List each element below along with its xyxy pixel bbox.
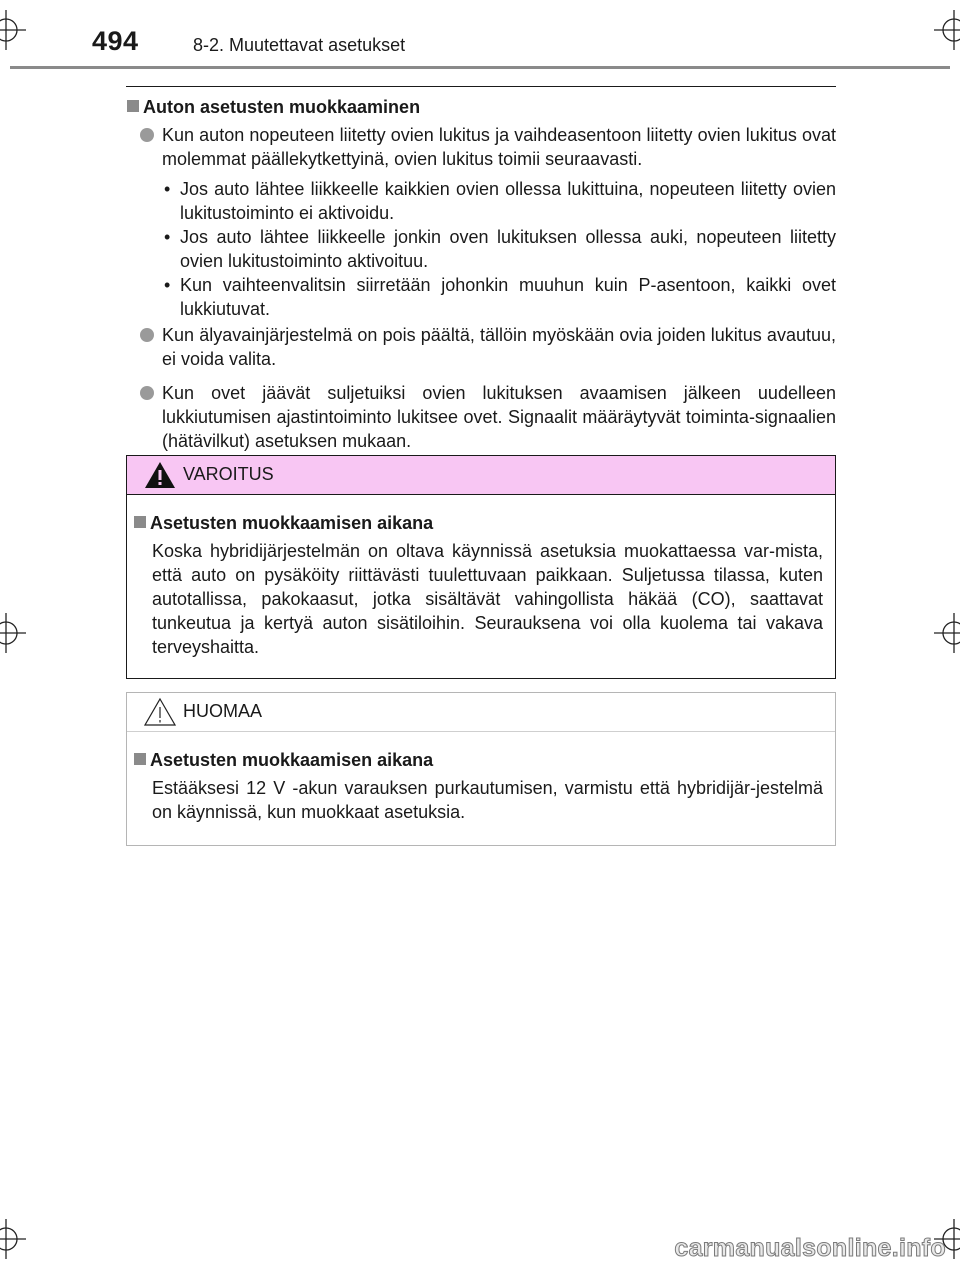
notice-box [126, 692, 836, 846]
list-item [126, 381, 836, 453]
sub-list [162, 177, 836, 321]
list-item [126, 323, 836, 371]
bullet-icon: • [164, 275, 171, 295]
crop-mark-icon [934, 10, 960, 50]
list-item-text: Kun ovet jäävät suljetuiksi ovien lukituksen avaamisen jälkeen uudelleen lukkiutumisen ajastintoiminto lukitsee ovet. Signaalit määräytyvät toiminta-signaalien (hätävilkut) asetuksen mukaan. [162, 383, 836, 451]
section-heading-text: Auton asetusten muokkaaminen [143, 97, 421, 117]
sub-list-item [162, 177, 836, 225]
warning-header [127, 456, 835, 495]
square-bullet-icon [134, 516, 146, 528]
header-divider [10, 66, 950, 69]
notice-header [127, 693, 835, 732]
watermark: carmanualsonline.info [674, 1234, 946, 1262]
warning-heading [133, 511, 823, 535]
square-bullet-icon [134, 753, 146, 765]
circle-bullet-icon [140, 128, 154, 142]
crop-mark-icon [0, 10, 26, 50]
content-divider [126, 86, 836, 87]
bullet-icon: • [164, 227, 171, 247]
page-number: 494 [92, 26, 139, 56]
list-item [126, 123, 836, 171]
circle-bullet-icon [140, 386, 154, 400]
list-item-text: Kun älyavainjärjestelmä on pois päältä, tällöin myöskään ovia joiden lukitus avautuu, ei voida valita. [162, 325, 836, 369]
warning-text: Koska hybridijärjestelmän on oltava käynnissä asetuksia muokattaessa var-mista, että auto on pysäköity riittävästi tuulettuvaan paikkaan. Suljetussa tilassa, kuten autotallissa, pakokaasut, jotka sisältävät vahingollista häkää (CO), saattavat tunkeutua ja kertyä auton sisätiloihin. Seurauksena voi olla kuolema tai vakava terveyshaitta. [152, 541, 823, 657]
notice-heading [133, 748, 823, 772]
square-bullet-icon [127, 100, 139, 112]
sub-list-item-text: Kun vaihteenvalitsin siirretään johonkin muuhun kuin P-asentoon, kaikki ovet lukkiutuvat. [180, 275, 836, 319]
crop-mark-icon [0, 1219, 26, 1259]
section-title: 8-2. Muutettavat asetukset [193, 35, 406, 55]
sub-list-item [162, 273, 836, 321]
sub-list-item-text: Jos auto lähtee liikkeelle kaikkien ovien ollessa lukittuina, nopeuteen liitetty ovien lukitustoiminto ei aktivoidu. [180, 179, 836, 223]
warning-body [127, 495, 835, 679]
sub-list-item [162, 225, 836, 273]
notice-triangle-icon [144, 697, 176, 727]
sub-list-item-text: Jos auto lähtee liikkeelle jonkin oven lukituksen ollessa auki, nopeuteen liitetty ovien lukitustoiminto aktivoituu. [180, 227, 836, 271]
circle-bullet-icon [140, 328, 154, 342]
bullet-icon: • [164, 179, 171, 199]
notice-label: HUOMAA [183, 701, 263, 721]
notice-text: Estääksesi 12 V -akun varauksen purkautumisen, varmistu että hybridijär-jestelmä on käynnissä, kun muokkaat asetuksia. [152, 778, 823, 822]
main-content [126, 95, 836, 453]
notice-heading-text: Asetusten muokkaamisen aikana [150, 750, 434, 770]
section-heading [126, 95, 836, 119]
warning-heading-text: Asetusten muokkaamisen aikana [150, 513, 434, 533]
notice-body [127, 732, 835, 844]
warning-box [126, 455, 836, 679]
list-item-text: Kun auton nopeuteen liitetty ovien lukitus ja vaihdeasentoon liitetty ovien lukitus ovat molemmat päällekytkettyinä, ovien lukitus toimii seuraavasti. [162, 125, 836, 169]
crop-mark-icon [934, 613, 960, 653]
crop-mark-icon [0, 613, 26, 653]
warning-triangle-icon [144, 460, 176, 490]
warning-label: VAROITUS [183, 464, 274, 484]
